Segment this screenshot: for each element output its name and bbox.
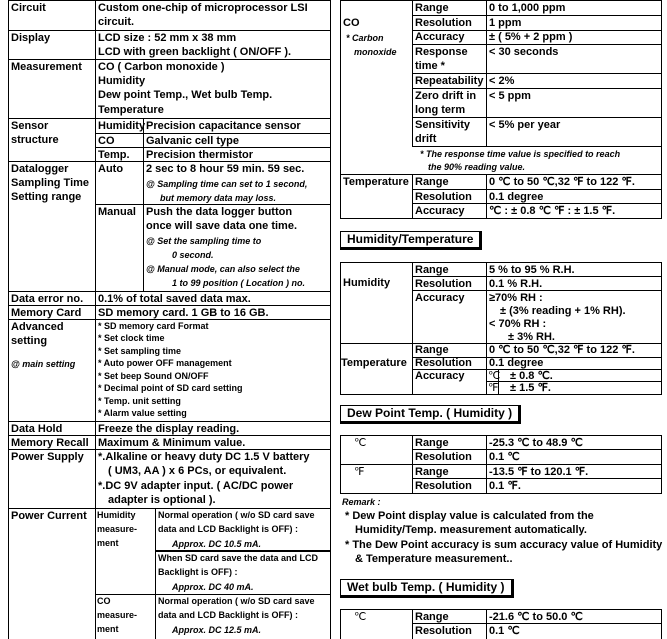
- power-supply-label: Power Supply: [11, 451, 84, 463]
- manual-note-4: 1 to 99 position ( Location ) no.: [172, 278, 305, 288]
- co-key-zero-drift: Zero drift in: [415, 90, 477, 102]
- remark-line-2: Humidity/Temp. measurement automatically.: [355, 524, 587, 536]
- co-val-range: 0 to 1,000 ppm: [489, 2, 566, 14]
- temp2-val-range: 0 ℃ to 50 ℃,32 ℉ to 122 ℉.: [489, 344, 635, 356]
- dp-key-resolution-c: Resolution: [415, 451, 472, 463]
- power-supply-text-1: *.Alkaline or heavy duty DC 1.5 V battery: [98, 451, 310, 463]
- data-hold-text: Freeze the display reading.: [98, 423, 240, 435]
- datalogger-label-1: Datalogger: [11, 163, 69, 175]
- sensor-key-temp: Temp.: [98, 149, 130, 161]
- dp-val-range-c: -25.3 ℃ to 48.9 ℃: [489, 437, 583, 449]
- remark-line-1: * Dew Point display value is calculated from the: [345, 510, 594, 522]
- measurement-text-1: CO ( Carbon monoxide ): [98, 61, 225, 73]
- power-supply-text-3: *.DC 9V adapter input. ( AC/DC power: [98, 480, 294, 492]
- circuit-label: Circuit: [11, 2, 46, 14]
- wb-val-range: -21.6 ℃ to 50.0 ℃: [489, 611, 583, 623]
- sensor-key-co: CO: [98, 135, 115, 147]
- pc-co-normal-val: Approx. DC 12.5 mA.: [172, 625, 262, 635]
- measurement-label: Measurement: [11, 61, 82, 73]
- temp2-acc-val-c: ± 0.8 ℃.: [510, 370, 553, 382]
- memory-recall-label: Memory Recall: [11, 437, 89, 449]
- dp-key-resolution-f: Resolution: [415, 480, 472, 492]
- dp-unit-c: ℃: [354, 437, 367, 449]
- memory-recall-text: Maximum & Minimum value.: [98, 437, 246, 449]
- temp2-val-resolution: 0.1 degree: [489, 357, 544, 369]
- dp-unit-f: ℉: [354, 466, 365, 478]
- hum-key-accuracy: Accuracy: [415, 292, 465, 304]
- dp-val-range-f: -13.5 ℉ to 120.1 ℉.: [489, 466, 589, 478]
- remark-line-4: & Temperature measurement..: [355, 553, 513, 565]
- hum-acc-more-3: ± 3% RH.: [508, 331, 555, 343]
- power-supply-text-4: adapter is optional ).: [108, 494, 216, 506]
- temp-val-resolution: 0.1 degree: [489, 191, 544, 203]
- hum-label: Humidity: [343, 277, 391, 289]
- manual-note-2: 0 second.: [172, 250, 214, 260]
- data-hold-label: Data Hold: [11, 423, 63, 435]
- auto-note-2: but memory data may loss.: [160, 193, 277, 203]
- co-key-sensitivity: Sensitivity: [415, 119, 471, 131]
- sensor-val-humidity: Precision capacitance sensor: [146, 120, 301, 132]
- measurement-text-3: Dew point Temp., Wet bulb Temp.: [98, 89, 273, 101]
- hum-val-range: 5 % to 95 % R.H.: [489, 264, 575, 276]
- co-key-range: Range: [415, 2, 449, 14]
- co-val-repeatability: < 2%: [489, 75, 515, 87]
- circuit-text-1: Custom one-chip of microprocessor LSI: [98, 2, 308, 14]
- temp-val-range: 0 ℃ to 50 ℃,32 ℉ to 122 ℉.: [489, 176, 635, 188]
- measurement-text-2: Humidity: [98, 75, 146, 87]
- power-supply-text-2: ( UM3, AA ) x 6 PCs, or equivalent.: [108, 465, 287, 477]
- temp-key-accuracy: Accuracy: [415, 205, 465, 217]
- pc-h-normal-1: Normal operation ( w/o SD card save: [158, 510, 315, 520]
- power-current-label: Power Current: [11, 510, 87, 522]
- data-error-label: Data error no.: [11, 293, 84, 305]
- co-val-response: < 30 seconds: [489, 46, 559, 58]
- co-sub-2: monoxide: [354, 47, 397, 57]
- auto-text: 2 sec to 8 hour 59 min. 59 sec.: [146, 163, 305, 175]
- memory-card-label: Memory Card: [11, 307, 82, 319]
- dew-point-title: Dew Point Temp. ( Humidity ): [340, 405, 521, 424]
- advanced-item-3: * Set sampling time: [98, 346, 182, 356]
- hum-val-accuracy: ≥70% RH :: [489, 292, 543, 304]
- pc-humidity-label-2: measure-: [97, 524, 138, 534]
- manual-note-3: @ Manual mode, can also select the: [146, 264, 300, 274]
- hum-acc-more-1: ± (3% reading + 1% RH).: [500, 305, 626, 317]
- dp-val-resolution-c: 0.1 ℃: [489, 451, 520, 463]
- pc-humidity-label-1: Humidity: [97, 510, 136, 520]
- wb-key-resolution: Resolution: [415, 625, 472, 637]
- pc-h-sd-2: Backlight is OFF) :: [158, 567, 238, 577]
- manual-text-1: Push the data logger button: [146, 206, 293, 218]
- pc-h-normal-val: Approx. DC 10.5 mA.: [172, 539, 262, 549]
- co-label: CO: [343, 17, 360, 29]
- co-key-response-2: time *: [415, 60, 445, 72]
- pc-h-sd-1: When SD card save the data and LCD: [158, 553, 319, 563]
- co-val-accuracy: ± ( 5% + 2 ppm ): [489, 31, 573, 43]
- pc-h-normal-2: data and LCD Backlight is OFF) :: [158, 524, 299, 534]
- co-key-sensitivity-2: drift: [415, 133, 437, 145]
- temp2-key-range: Range: [415, 344, 449, 356]
- co-note-1: * The response time value is specified to reach: [420, 149, 621, 159]
- sensor-val-temp: Precision thermistor: [146, 149, 253, 161]
- advanced-item-5: * Set beep Sound ON/OFF: [98, 371, 209, 381]
- display-text-1: LCD size : 52 mm x 38 mm: [98, 32, 237, 44]
- wet-bulb-title: Wet bulb Temp. ( Humidity ): [340, 579, 514, 598]
- temp2-acc-val-f: ± 1.5 ℉.: [510, 382, 551, 394]
- data-error-text: 0.1% of total saved data max.: [98, 293, 251, 305]
- dp-key-range-f: Range: [415, 466, 449, 478]
- advanced-label-2: setting: [11, 335, 48, 347]
- temp2-acc-unit-c: ℃: [488, 370, 501, 382]
- advanced-note: @ main setting: [11, 359, 76, 369]
- temp2-key-accuracy: Accuracy: [415, 370, 465, 382]
- temp2-acc-unit-f: ℉: [488, 382, 499, 394]
- humidity-temperature-title: Humidity/Temperature: [340, 231, 482, 250]
- circuit-text-2: circuit.: [98, 16, 135, 28]
- remark-line-3: * The Dew Point accuracy is sum accuracy value of Humidity: [345, 539, 663, 551]
- temp2-label: Temperature: [341, 357, 407, 369]
- co-sub-1: * Carbon: [346, 33, 384, 43]
- wb-val-resolution: 0.1 ℃: [489, 625, 520, 637]
- wb-unit-c: ℃: [354, 611, 367, 623]
- manual-note-1: @ Set the sampling time to: [146, 236, 262, 246]
- datalogger-label-3: Setting range: [11, 191, 82, 203]
- co-key-response: Response: [415, 46, 468, 58]
- datalogger-label-2: Sampling Time: [11, 177, 90, 189]
- advanced-item-6: * Decimal point of SD card setting: [98, 383, 243, 393]
- manual-text-2: once will save data one time.: [146, 220, 297, 232]
- co-key-accuracy: Accuracy: [415, 31, 465, 43]
- pc-co-label-1: CO: [97, 596, 111, 606]
- temp-val-accuracy: ℃ : ± 0.8 ℃ ℉ : ± 1.5 ℉.: [489, 205, 616, 217]
- temp-key-resolution: Resolution: [415, 191, 472, 203]
- display-text-2: LCD with green backlight ( ON/OFF ).: [98, 46, 292, 58]
- hum-key-range: Range: [415, 264, 449, 276]
- dp-key-range-c: Range: [415, 437, 449, 449]
- co-val-sensitivity: < 5% per year: [489, 119, 561, 131]
- pc-humidity-label-3: ment: [97, 538, 119, 548]
- temp-label: Temperature: [343, 176, 409, 188]
- co-val-resolution: 1 ppm: [489, 17, 522, 29]
- co-key-resolution: Resolution: [415, 17, 472, 29]
- pc-h-sd-val: Approx. DC 40 mA.: [172, 582, 254, 592]
- advanced-item-7: * Temp. unit setting: [98, 396, 181, 406]
- advanced-item-2: * Set clock time: [98, 333, 165, 343]
- dp-val-resolution-f: 0.1 ℉.: [489, 480, 521, 492]
- hum-key-resolution: Resolution: [415, 278, 472, 290]
- auto-note-1: @ Sampling time can set to 1 second,: [146, 179, 308, 189]
- hum-acc-more-2: < 70% RH :: [489, 318, 547, 330]
- temp-key-range: Range: [415, 176, 449, 188]
- advanced-item-1: * SD memory card Format: [98, 321, 209, 331]
- co-key-repeatability: Repeatability: [415, 75, 484, 87]
- pc-co-normal-2: data and LCD Backlight is OFF) :: [158, 610, 299, 620]
- manual-label: Manual: [98, 206, 136, 218]
- advanced-item-4: * Auto power OFF management: [98, 358, 232, 368]
- auto-label: Auto: [98, 163, 124, 175]
- pc-co-label-2: measure-: [97, 610, 138, 620]
- advanced-item-8: * Alarm value setting: [98, 408, 187, 418]
- pc-co-normal-1: Normal operation ( w/o SD card save: [158, 596, 315, 606]
- memory-card-text: SD memory card. 1 GB to 16 GB.: [98, 307, 269, 319]
- measurement-text-4: Temperature: [98, 104, 164, 116]
- remark-label: Remark :: [342, 497, 381, 507]
- wb-key-range: Range: [415, 611, 449, 623]
- sensor-label-1: Sensor: [11, 120, 49, 132]
- sensor-key-humidity: Humidity: [98, 120, 146, 132]
- pc-co-label-3: ment: [97, 624, 119, 634]
- hum-val-resolution: 0.1 % R.H.: [489, 278, 543, 290]
- sensor-val-co: Galvanic cell type: [146, 135, 239, 147]
- advanced-label-1: Advanced: [11, 321, 64, 333]
- co-key-zero-drift-2: long term: [415, 104, 466, 116]
- temp2-key-resolution: Resolution: [415, 357, 472, 369]
- co-val-zero-drift: < 5 ppm: [489, 90, 531, 102]
- sensor-label-2: structure: [11, 134, 59, 146]
- display-label: Display: [11, 32, 51, 44]
- co-note-2: the 90% reading value.: [428, 162, 526, 172]
